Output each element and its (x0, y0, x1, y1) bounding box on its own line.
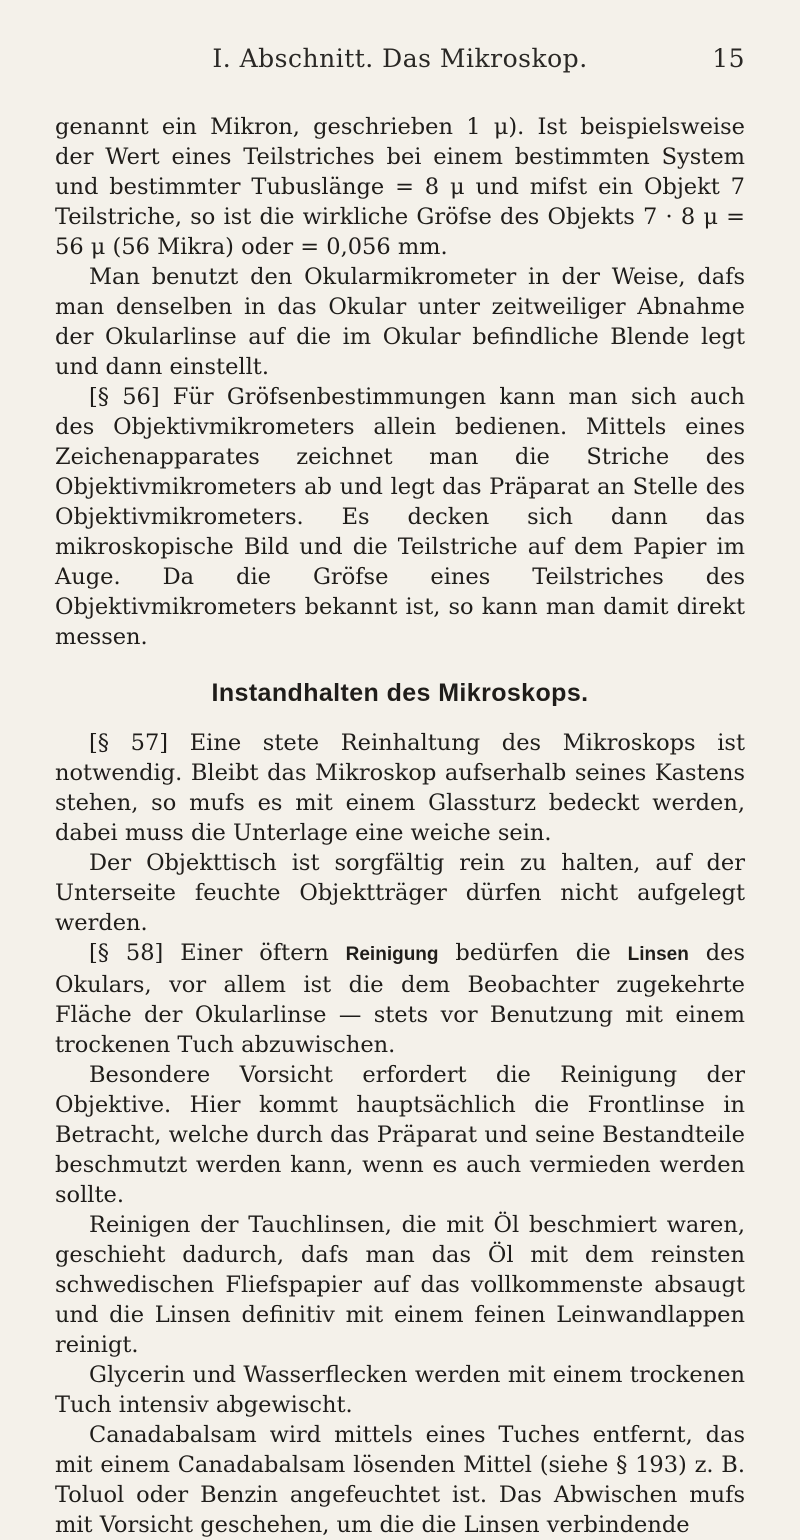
paragraph-continuation: genannt ein Mikron, geschrieben 1 μ). Ist beispielsweise der Wert eines Teilstriches bei einem bestimmten System und bestimmter Tubuslänge = 8 μ und mifst ein Objekt 7 Teilstriche, so ist die wirkliche Gröfse des Objekts 7 · 8 μ = 56 μ (56 Mikra) oder = 0,056 mm. (55, 114, 745, 260)
paragraph-section-57: [§ 57] Eine stete Reinhaltung des Mikroskops ist notwendig. Bleibt das Mikroskop aufserhalb seines Kastens stehen, so mufs es mit einem Glassturz bedeckt werden, dabei muss die Unterlage eine weiche sein. (55, 730, 745, 846)
text-run: [§ 58] Einer öftern (89, 940, 346, 966)
paragraph-immersion-lenses: Reinigen der Tauchlinsen, die mit Öl beschmiert waren, geschieht dadurch, dafs man das Öl mit dem reinsten schwedischen Fliefspapier auf das vollkommenste absaugt und die Linsen definitiv mit einem feinen Leinwandlappen reinigt. (55, 1212, 745, 1358)
emphasis-linsen: Linsen (627, 944, 689, 965)
paragraph-section-56: [§ 56] Für Gröfsenbestimmungen kann man sich auch des Objektivmikrometers allein bedienen. Mittels eines Zeichenapparates zeichnet man die Striche des Objektivmikrometers ab und legt das Präparat an Stelle des Objektivmikrometers. Es decken sich dann das mikroskopische Bild und die Teilstriche auf dem Papier im Auge. Da die Gröfse eines Teilstriches des Objektivmikrometers bekannt ist, so kann man damit direkt messen. (55, 384, 745, 650)
paragraph-section-58 (55, 938, 745, 1060)
emphasis-reinigung: Reinigung (345, 944, 439, 965)
paragraph-objectives: Besondere Vorsicht erfordert die Reinigung der Objektive. Hier kommt hauptsächlich die Frontlinse in Betracht, welche durch das Präparat und seine Bestandteile beschmutzt werden kann, wenn es auch vermieden werden sollte. (55, 1062, 745, 1208)
paragraph-glycerin: Glycerin und Wasserflecken werden mit einem trockenen Tuch intensiv abgewischt. (55, 1362, 745, 1418)
text-run: bedürfen die (438, 940, 628, 966)
text-run: des Okulars, vor allem ist die dem Beobachter zugekehrte Fläche der Okularlinse — stets vor Benutzung mit einem trockenen Tuch abzuwischen. (55, 940, 745, 1058)
chapter-title: I. Abschnitt. Das Mikroskop. (212, 44, 588, 73)
paragraph-ocular-micrometer: Man benutzt den Okularmikrometer in der Weise, dafs man denselben in das Okular unter zeitweiliger Abnahme der Okularlinse auf die im Okular befindliche Blende legt und dann einstellt. (55, 264, 745, 380)
page-number: 15 (712, 44, 745, 73)
page-body (55, 112, 745, 1540)
paragraph-stage: Der Objekttisch ist sorgfältig rein zu halten, auf der Unterseite feuchte Objektträger dürfen nicht aufgelegt werden. (55, 850, 745, 936)
paragraph-canadabalsam: Canadabalsam wird mittels eines Tuches entfernt, das mit einem Canadabalsam lösenden Mittel (siehe § 193) z. B. Toluol oder Benzin angefeuchtet ist. Das Abwischen mufs mit Vorsicht geschehen, um die die Linsen verbindende (55, 1422, 745, 1538)
section-heading: Instandhalten des Mikroskops. (211, 679, 589, 707)
running-header (55, 44, 745, 78)
